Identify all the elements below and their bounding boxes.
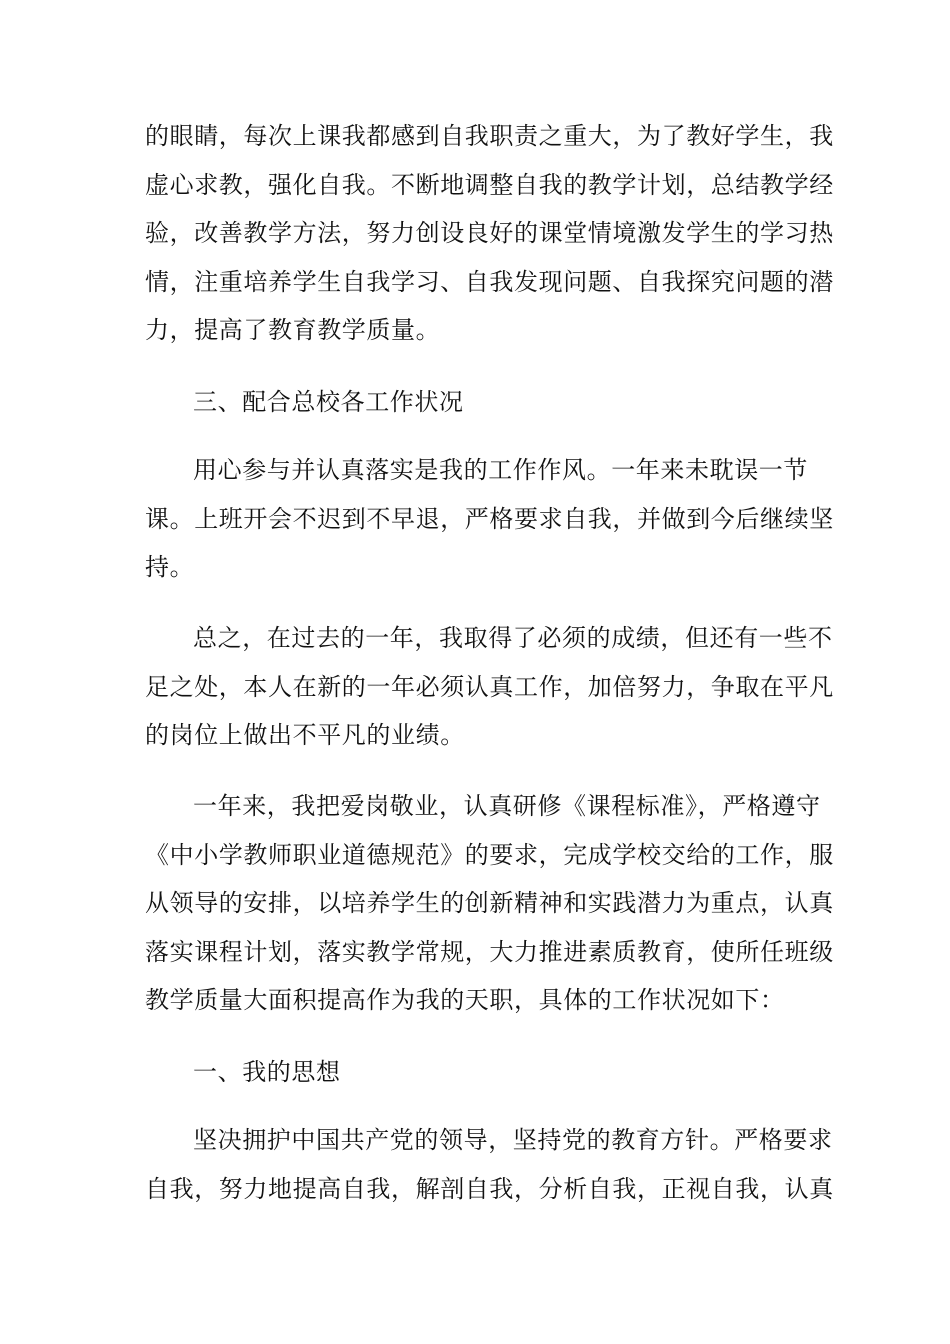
text-line: 足之处，本人在新的一年必须认真工作，加倍努力，争取在平凡: [145, 672, 834, 701]
text-line: 坚决拥护中国共产党的领导，坚持党的教育方针。严格要求: [193, 1126, 833, 1154]
text-line: 用心参与并认真落实是我的工作作风。一年来未耽误一节: [193, 456, 808, 484]
text-line: 力，提高了教育教学质量。: [145, 316, 441, 345]
section-heading-1: [145, 1048, 810, 1097]
text-line: 验，改善教学方法，努力创设良好的课堂情境激发学生的学习热: [145, 219, 834, 248]
text-line: 持。: [145, 553, 195, 582]
text-line: 从领导的安排，以培养学生的创新精神和实践潜力为重点，认真: [145, 889, 834, 918]
text-line: 总之，在过去的一年，我取得了必须的成绩，但还有一些不: [193, 624, 833, 652]
section-heading-3: [145, 378, 810, 427]
text-line: 教学质量大面积提高作为我的天职，具体的工作状况如下：: [145, 986, 785, 1015]
paragraph-year-overview: [145, 782, 834, 1025]
text-line: 的眼睛，每次上课我都感到自我职责之重大，为了教好学生，我: [145, 122, 834, 150]
text-line: 的岗位上做出不平凡的业绩。: [145, 721, 465, 750]
text-line: 自我，努力地提高自我，解剖自我，分析自我，正视自我，认真: [145, 1174, 834, 1203]
text-line: 情，注重培养学生自我学习、自我发现问题、自我探究问题的潜: [145, 267, 834, 296]
paragraph-thoughts: [145, 1116, 834, 1213]
text-line: 落实课程计划，落实教学常规，大力推进素质教育，使所任班级: [145, 937, 834, 966]
text-line: 一年来，我把爱岗敬业，认真研修《课程标准》，严格遵守: [193, 792, 821, 820]
paragraph-work-style: [145, 446, 834, 592]
text-line: 课。上班开会不迟到不早退，严格要求自我，并做到今后继续坚: [145, 504, 834, 533]
heading-text: 一、我的思想: [193, 1058, 341, 1086]
paragraph-summary: [145, 614, 834, 760]
paragraph-continuation: [145, 112, 834, 355]
text-line: 虚心求教，强化自我。不断地调整自我的教学计划，总结教学经: [145, 170, 834, 199]
text-line: 《中小学教师职业道德规范》的要求，完成学校交给的工作，服: [145, 840, 834, 869]
heading-text: 三、配合总校各工作状况: [193, 388, 464, 416]
